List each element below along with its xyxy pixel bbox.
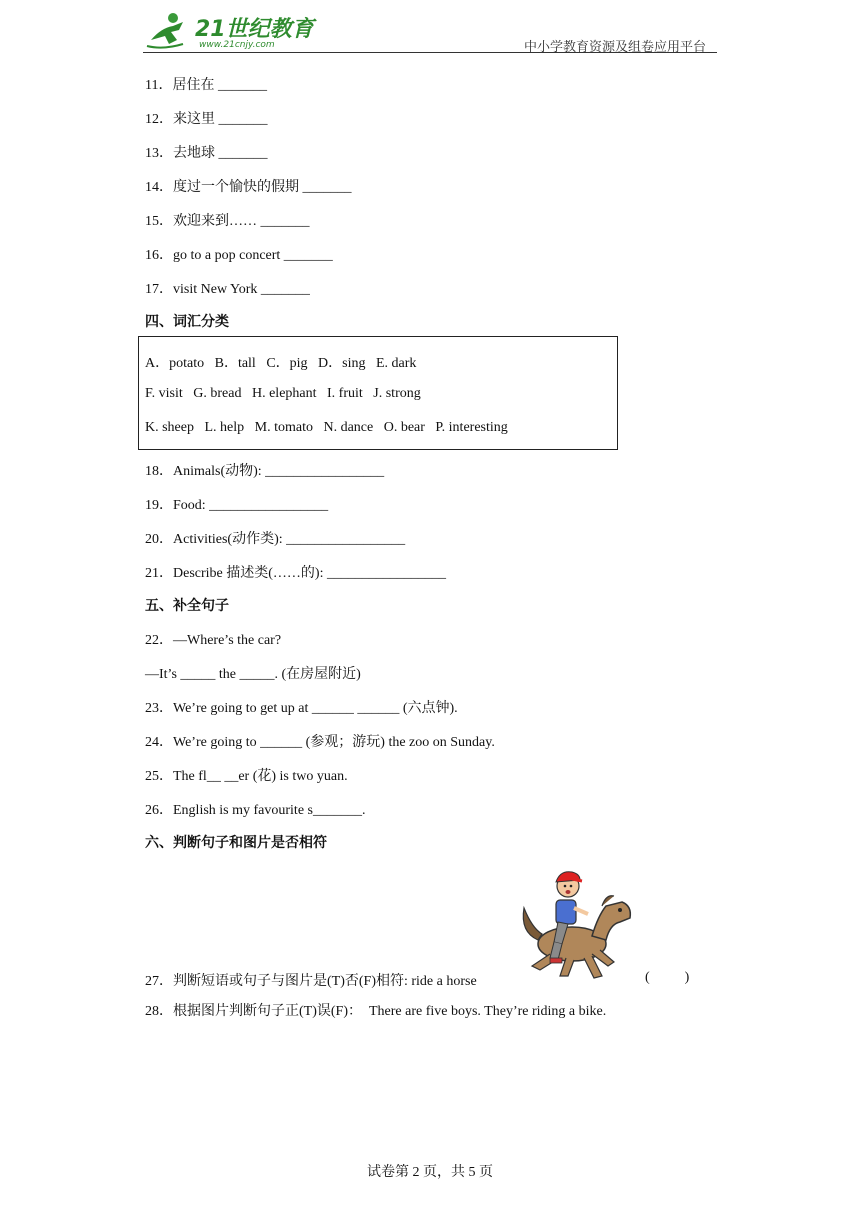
section-6-title: 六、判断句子和图片是否相符 <box>145 835 327 851</box>
question-21: 21．Describe 描述类(……的): _________________ <box>145 566 446 581</box>
question-26: 26．English is my favourite s_______. <box>145 803 366 818</box>
question-17: 17．visit New York _______ <box>145 282 310 297</box>
question-14: 14．度过一个愉快的假期 _______ <box>145 180 352 195</box>
question-11: 11．居住在 _______ <box>145 78 267 93</box>
question-22-line-1: 22．—Where’s the car? <box>145 633 282 648</box>
question-12: 12．来这里 _______ <box>145 112 268 127</box>
section-4-title: 四、词汇分类 <box>145 314 229 330</box>
question-19: 19．Food: _________________ <box>145 498 329 513</box>
word-bank-box <box>138 336 618 450</box>
question-18: 18．Animals(动物): _________________ <box>145 464 385 479</box>
question-24: 24．We’re going to ______ (参观；游玩) the zoo on Sunday. <box>145 735 495 750</box>
platform-title: 中小学教育资源及组卷应用平台 <box>523 40 706 55</box>
logo-url: www.21cnjy.com <box>199 40 275 50</box>
boy-riding-horse-image <box>510 862 636 980</box>
logo-text: 21世纪教育 <box>195 17 314 42</box>
question-28: 28．根据图片判断句子正(T)误(F)： There are five boys. They’re riding a bike. <box>145 1004 607 1019</box>
word-bank-line-3: K. sheep L. help M. tomato N. dance O. bear P. interesting <box>145 420 508 435</box>
question-15: 15．欢迎来到…… _______ <box>145 214 310 229</box>
question-27: 27．判断短语或句子与图片是(T)否(F)相符: ride a horse <box>145 974 477 989</box>
question-20: 20．Activities(动作类): _________________ <box>145 532 406 547</box>
site-logo <box>143 10 313 52</box>
question-22-line-2: —It’s _____ the _____. (在房屋附近) <box>145 667 361 682</box>
section-5-title: 五、补全句子 <box>145 598 229 614</box>
question-13: 13．去地球 _______ <box>145 146 268 161</box>
word-bank-line-2: F. visit G. bread H. elephant I. fruit J. strong <box>145 386 421 401</box>
question-25: 25．The fl__ __er (花) is two yuan. <box>145 769 348 784</box>
answer-parentheses[interactable]: ( ) <box>645 970 690 985</box>
question-23: 23．We’re going to get up at ______ ______ (六点钟). <box>145 701 458 716</box>
question-16: 16．go to a pop concert _______ <box>145 248 333 263</box>
header-divider <box>143 52 717 53</box>
page-footer: 试卷第 2 页，共 5 页 <box>367 1165 493 1180</box>
word-bank-line-1: A．potato B．tall C．pig D．sing E. dark <box>145 356 417 371</box>
